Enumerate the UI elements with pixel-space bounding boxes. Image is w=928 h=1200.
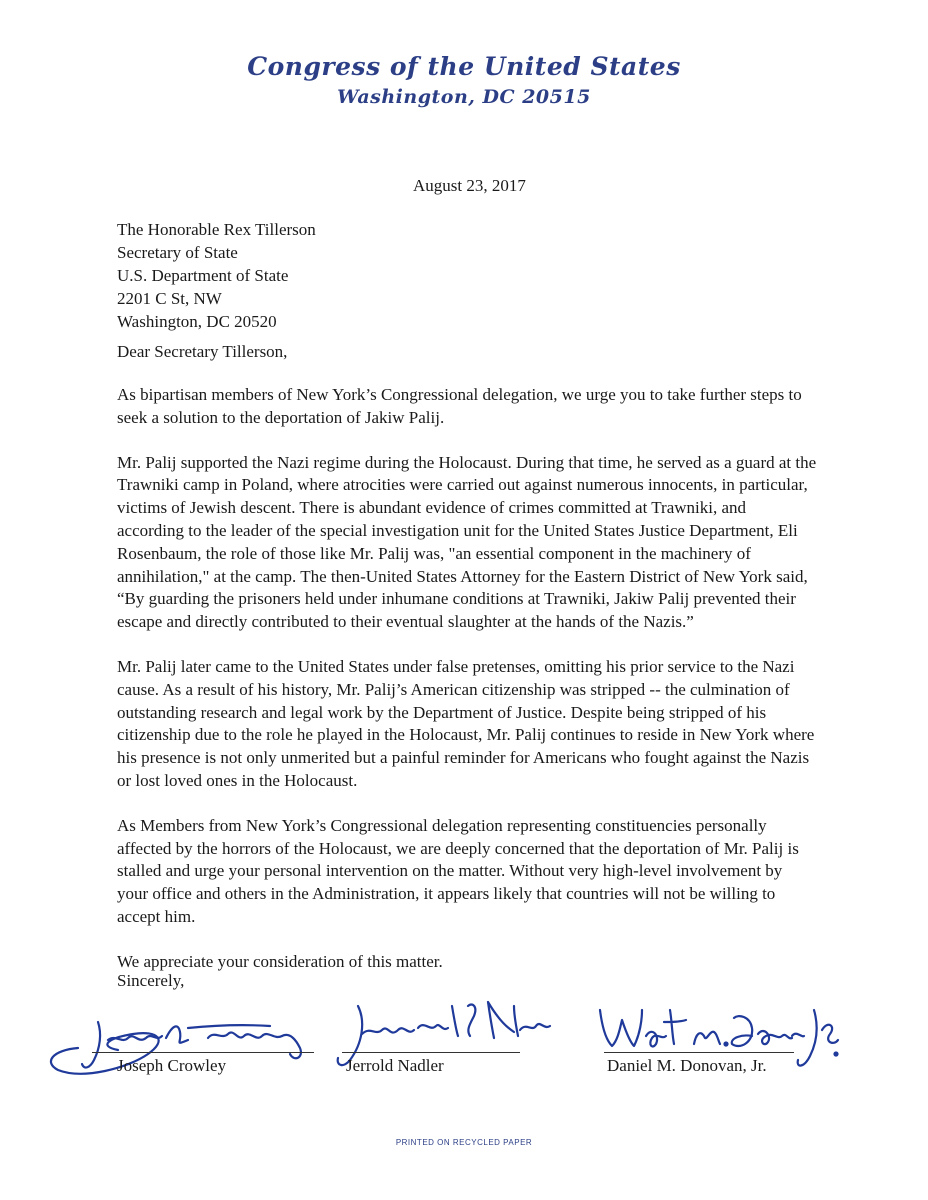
letterhead-title: Congress of the United States bbox=[247, 52, 681, 81]
body-paragraph: As bipartisan members of New York’s Congressional delegation, we urge you to take further steps to seek a solution to the deportation of Jakiw Palij. bbox=[117, 385, 802, 427]
body-paragraph: We appreciate your consideration of this matter. bbox=[117, 951, 443, 971]
recipient-line: The Honorable Rex Tillerson bbox=[117, 220, 316, 239]
signature-line bbox=[92, 1052, 314, 1053]
closing: Sincerely, bbox=[117, 971, 185, 990]
letter-date: August 23, 2017 bbox=[413, 176, 526, 195]
letterhead-address: Washington, DC 20515 bbox=[337, 86, 591, 108]
body-paragraph: Mr. Palij supported the Nazi regime during the Holocaust. During that time, he served as a guard at the Trawniki camp in Poland, where atrocities were carried out against numerous innocents, in particular, victims of Jewish descent. There is abundant evidence of crimes committed at Trawniki, and according to the leader of the special investigation unit for the United States Justice Department, Eli Rosenbaum, the role of those like Mr. Palij was, "an essential component in the machinery of annihilation," at the camp. The then-United States Attorney for the Eastern District of New York said, “By guarding the prisoners held under inhumane conditions at Trawniki, Jakiw Palij prevented their escape and directly contributed to their eventual slaughter at the hands of the Nazis.” bbox=[117, 452, 817, 632]
body-paragraph: Mr. Palij later came to the United States under false pretenses, omitting his prior service to the Nazi cause. As a result of his history, Mr. Palij’s American citizenship was stripped -- the culmination of outstanding research and legal work by the Department of Justice. Despite being stripped of his citizenship due to the role he played in the Holocaust, Mr. Palij continues to reside in New York where his presence is not only unmerited but a painful reminder for Americans who fought against the Nazis or lost loved ones in the Holocaust. bbox=[117, 656, 815, 790]
signatory-name: Joseph Crowley bbox=[117, 1056, 227, 1075]
signature-line bbox=[342, 1052, 520, 1053]
signatory-name: Daniel M. Donovan, Jr. bbox=[607, 1056, 767, 1075]
signatory-name: Jerrold Nadler bbox=[346, 1056, 444, 1075]
recycled-paper-notice: PRINTED ON RECYCLED PAPER bbox=[395, 1138, 533, 1147]
letter-body bbox=[117, 384, 817, 996]
recipient-line: U.S. Department of State bbox=[117, 266, 289, 285]
body-paragraph: As Members from New York’s Congressional delegation representing constituencies personally affected by the horrors of the Holocaust, we are deeply concerned that the deportation of Mr. Palij is stalled and urge your personal intervention on the matter. Without very high-level involvement by your office and others in the Administration, it appears likely that countries will not be willing to accept him. bbox=[117, 815, 799, 926]
recipient-address bbox=[117, 218, 316, 333]
salutation: Dear Secretary Tillerson, bbox=[117, 342, 288, 361]
signature-line bbox=[604, 1052, 794, 1053]
recipient-line: Washington, DC 20520 bbox=[117, 312, 277, 331]
recipient-line: 2201 C St, NW bbox=[117, 289, 222, 308]
recipient-line: Secretary of State bbox=[117, 243, 238, 262]
